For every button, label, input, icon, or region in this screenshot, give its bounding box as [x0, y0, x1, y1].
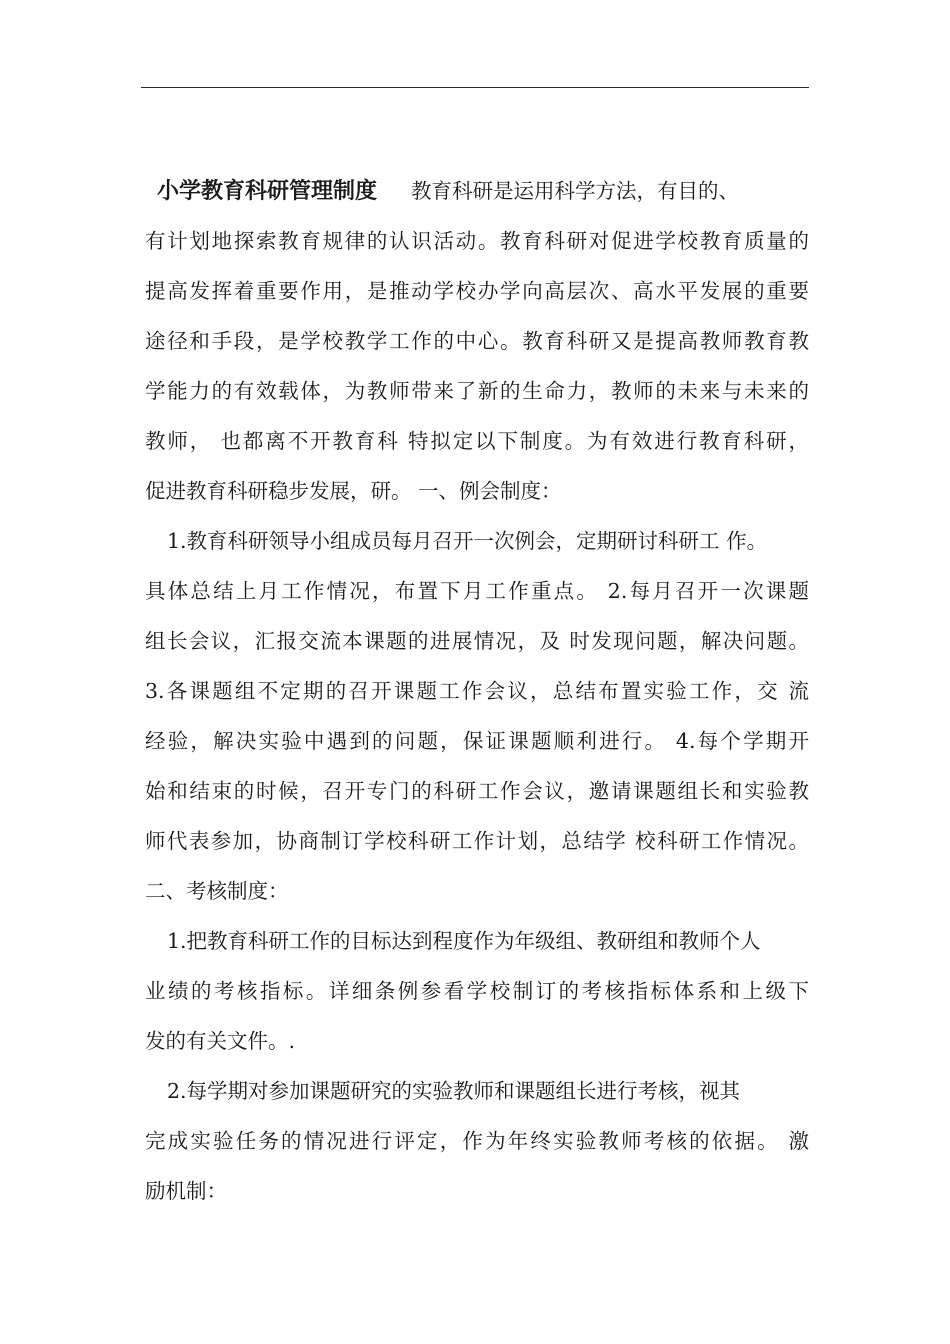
body-line: 业绩的考核指标。详细条例参看学校制订的考核指标体系和上级下	[145, 979, 809, 1003]
body-line: 完成实验任务的情况进行评定，作为年终实验教师考核的依据。 激	[145, 1129, 809, 1153]
body-line-indented	[145, 916, 809, 966]
body-line-indented	[145, 1066, 809, 1116]
body-line-indented	[145, 516, 809, 566]
body-line: 途径和手段，是学校教学工作的中心。教育科研又是提高教师教育教	[145, 329, 809, 353]
body-line: 有计划地探索教育规律的认识活动。教育科研对促进学校教育质量的	[145, 229, 809, 253]
title-line	[145, 166, 809, 216]
body-line: 组长会议，汇报交流本课题的进展情况，及 时发现问题，解决问题。	[145, 629, 809, 653]
body-line: 励机制：	[145, 1179, 227, 1203]
body-line-text: 2.每学期对参加课题研究的实验教师和课题组长进行考核，视其	[167, 1079, 741, 1103]
body-line: 具体总结上月工作情况，布置下月工作重点。 2.每月召开一次课题	[145, 579, 809, 603]
body-line: 学能力的有效载体，为教师带来了新的生命力，教师的未来与未来的	[145, 379, 809, 403]
section-heading: 二、考核制度：	[145, 879, 289, 903]
document-title: 小学教育科研管理制度	[157, 179, 378, 204]
body-line: 经验，解决实验中遇到的问题，保证课题顺利进行。 4.每个学期开	[145, 729, 809, 753]
body-line: 师代表参加，协商制订学校科研工作计划，总结学 校科研工作情况。	[145, 829, 809, 853]
body-line: 3.各课题组不定期的召开课题工作会议，总结布置实验工作，交 流	[145, 679, 809, 703]
body-line-text: 1.把教育科研工作的目标达到程度作为年级组、教研组和教师个人	[167, 929, 761, 953]
body-line: 发的有关文件。.	[145, 1029, 296, 1053]
body-line: 教育科研是运用科学方法，有目的、	[411, 179, 740, 203]
body-line: 教师， 也都离不开教育科 特拟定以下制度。为有效进行教育科研，	[145, 429, 809, 453]
document-body	[145, 166, 809, 1216]
header-rule	[141, 87, 809, 88]
body-line: 提高发挥着重要作用，是推动学校办学向高层次、高水平发展的重要	[145, 279, 809, 303]
body-line: 促进教育科研稳步发展，研。 一、例会制度：	[145, 479, 562, 503]
body-line: 始和结束的时候，召开专门的科研工作会议，邀请课题组长和实验教	[145, 779, 809, 803]
body-line-text: 1.教育科研领导小组成员每月召开一次例会，定期研讨科研工 作。	[167, 529, 768, 553]
